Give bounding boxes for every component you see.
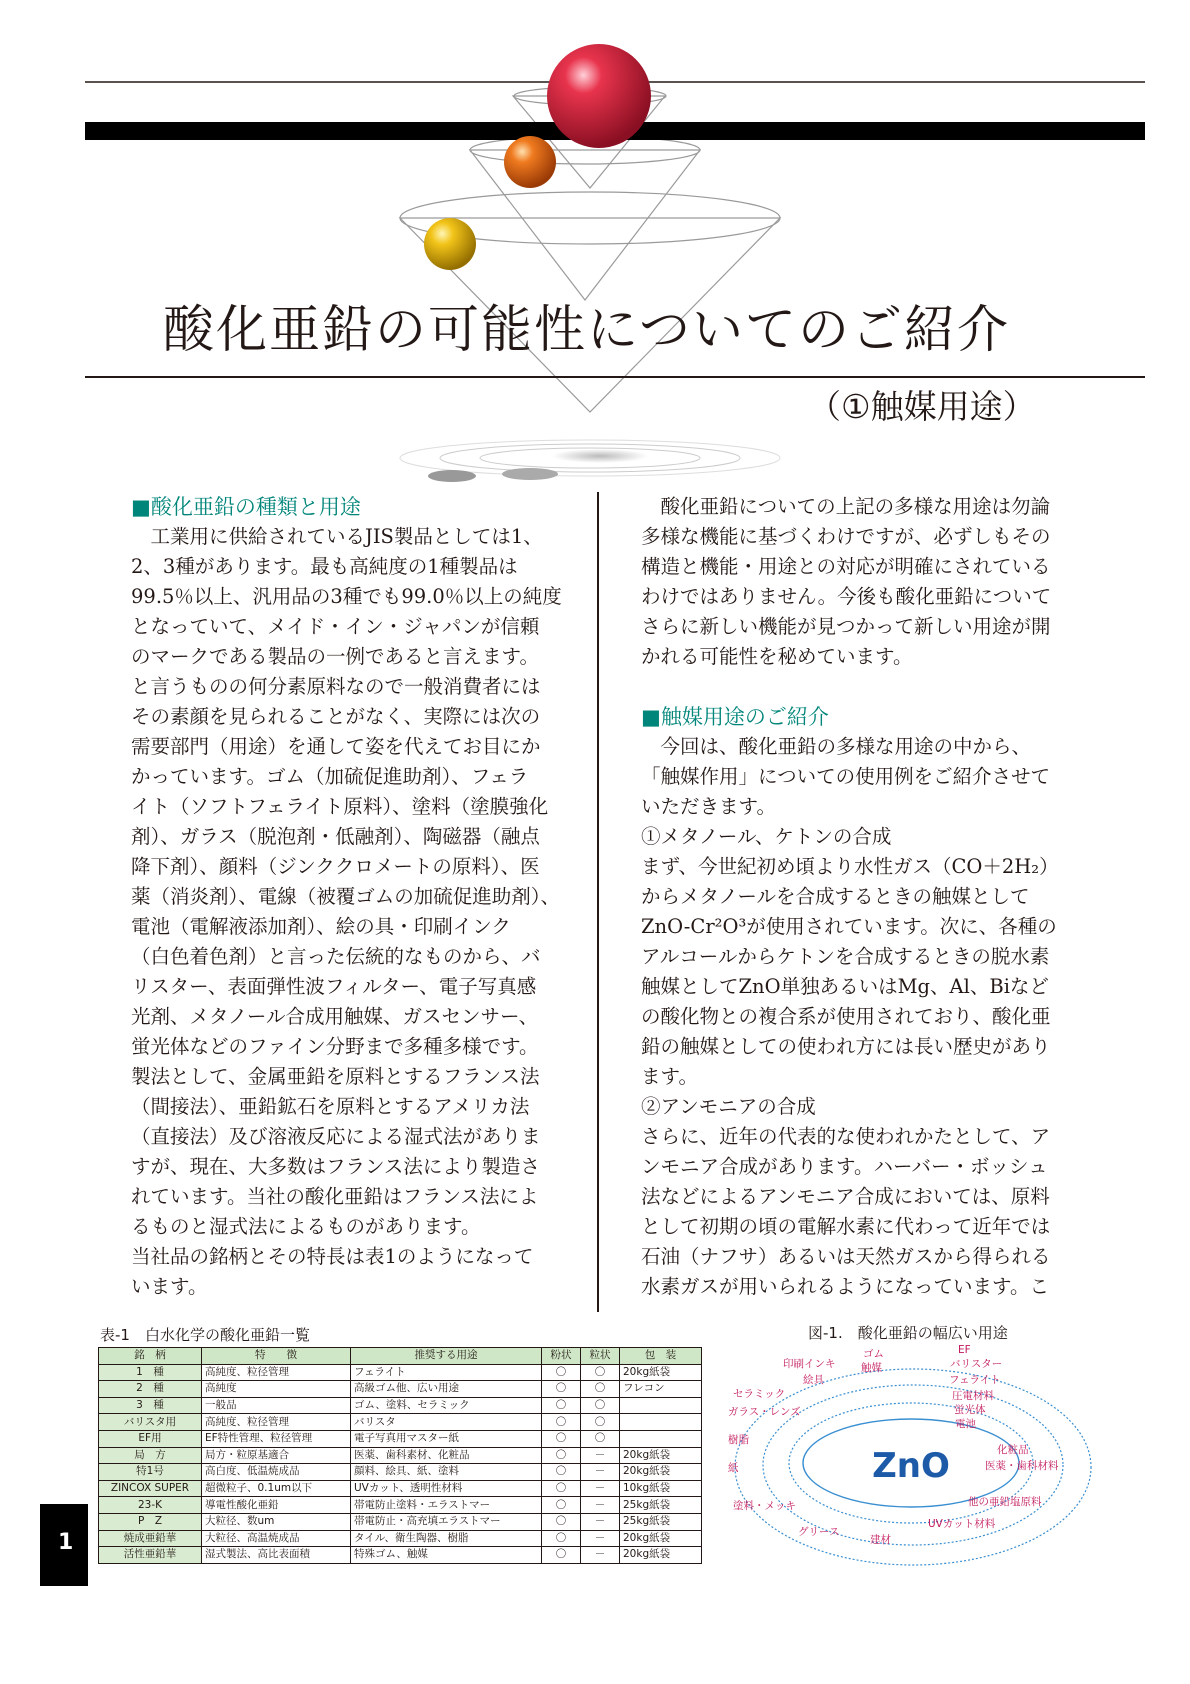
table-cell: 高純度 (202, 1381, 351, 1398)
usage-label: 医薬・歯科材料 (985, 1460, 1059, 1472)
brand-cell: 特1号 (99, 1464, 202, 1481)
table-cell: 〇 (542, 1513, 581, 1530)
usage-label: セラミック (733, 1388, 786, 1400)
brand-cell: 23-K (99, 1497, 202, 1514)
table-row (99, 1497, 702, 1514)
brand-cell: 局 方 (99, 1447, 202, 1464)
table-row (99, 1414, 702, 1431)
table-cell: 20kg紙袋 (620, 1530, 702, 1547)
table-cell: 〇 (542, 1497, 581, 1514)
usage-label: ガラス・レンズ (728, 1406, 801, 1418)
table-cell: 帯電防止・高充填エラストマー (351, 1513, 542, 1530)
table-cell (620, 1397, 702, 1414)
table-cell: 帯電防止塗料・エラストマー (351, 1497, 542, 1514)
page-title: 酸化亜鉛の可能性についてのご紹介 (163, 301, 1010, 360)
text-line: 降下剤）、顔料（ジンククロメートの原料）、医 (131, 855, 540, 878)
text-line: ます。 (641, 1065, 698, 1088)
usage-label: 電池 (955, 1418, 976, 1430)
text-line: として初期の頃の電解水素に代わって近年では (641, 1215, 1051, 1238)
text-line: るものと湿式法によるものがあります。 (131, 1215, 481, 1238)
text-line: の酸化物との複合系が使用されており、酸化亜 (641, 1005, 1051, 1028)
text-line: 酸化亜鉛についての上記の多様な用途は勿論 (641, 495, 1051, 518)
table-body (99, 1364, 702, 1563)
table-cell: － (581, 1480, 620, 1497)
text-line: かれる可能性を秘めています。 (641, 645, 913, 668)
table-cell: 高白度、低温焼成品 (202, 1464, 351, 1481)
spheres (0, 0, 1190, 300)
table-cell: 〇 (542, 1480, 581, 1497)
right-intro (641, 492, 1059, 672)
text-line: います。 (131, 1275, 208, 1298)
table-cell: － (581, 1464, 620, 1481)
table-cell: 〇 (581, 1430, 620, 1447)
table-caption: 表-1 白水化学の酸化亜鉛一覧 (100, 1326, 310, 1344)
table-cell: 高純度、粒径管理 (202, 1414, 351, 1431)
table-cell: 25kg紙袋 (620, 1497, 702, 1514)
table-cell: － (581, 1530, 620, 1547)
table-cell: 高純度、粒径管理 (202, 1364, 351, 1381)
table-cell: タイル、衛生陶器、樹脂 (351, 1530, 542, 1547)
table-cell: フェライト (351, 1364, 542, 1381)
usage-label: 触媒 (861, 1362, 882, 1374)
text-line: 多様な機能に基づくわけですが、必ずしもその (641, 525, 1051, 548)
usage-label: EF (958, 1345, 971, 1356)
table-cell: 大粒径、数um (202, 1513, 351, 1530)
table-cell: 10kg紙袋 (620, 1480, 702, 1497)
table-cell: 20kg紙袋 (620, 1464, 702, 1481)
text-line: アルコールからケトンを合成するときの脱水素 (641, 945, 1050, 968)
table-header: 銘 柄 (99, 1348, 202, 1365)
table-cell: バリスタ (351, 1414, 542, 1431)
table-cell: 20kg紙袋 (620, 1364, 702, 1381)
table-header: 粉状 (542, 1348, 581, 1365)
table-cell: 湿式製法、高比表面積 (202, 1547, 351, 1564)
table-cell: 電子写真用マスター紙 (351, 1430, 542, 1447)
usage-label: 他の亜鉛塩原料 (968, 1496, 1042, 1508)
brand-cell: 2 種 (99, 1381, 202, 1398)
brand-cell: 活性亜鉛華 (99, 1547, 202, 1564)
brand-cell: P Z (99, 1513, 202, 1530)
usage-label: ゴム (863, 1348, 884, 1360)
table-cell: ゴム、塗料、セラミック (351, 1397, 542, 1414)
usage-label: 蛍光体 (954, 1404, 986, 1416)
usage-label: 化粧品 (997, 1444, 1029, 1456)
left-body (131, 522, 562, 1302)
section-heading: ■酸化亜鉛の種類と用途 (131, 495, 361, 519)
text-line: （直接法）及び溶液反応による湿式法がありま (131, 1125, 541, 1148)
table-row (99, 1364, 702, 1381)
text-line: 電池（電解液添加剤）、絵の具・印刷インク (131, 915, 511, 938)
text-line: さらに新しい機能が見つかって新しい用途が開 (641, 615, 1051, 638)
table-cell: 20kg紙袋 (620, 1447, 702, 1464)
table-cell: フレコン (620, 1381, 702, 1398)
text-line: （間接法）、亜鉛鉱石を原料とするアメリカ法 (131, 1095, 530, 1118)
title-rule (85, 376, 1145, 378)
page-subtitle: （①触媒用途） (808, 387, 1036, 426)
table-cell: 25kg紙袋 (620, 1513, 702, 1530)
table-cell: 超微粒子、0.1um以下 (202, 1480, 351, 1497)
text-line: イト（ソフトフェライト原料）、塗料（塗膜強化 (131, 795, 549, 818)
table-row (99, 1530, 702, 1547)
table-row (99, 1464, 702, 1481)
brand-cell: 1 種 (99, 1364, 202, 1381)
table-cell: 〇 (542, 1530, 581, 1547)
usage-label: フェライト (949, 1374, 1001, 1386)
text-line: のマークである製品の一例であると言えます。 (131, 645, 539, 668)
text-line: 今回は、酸化亜鉛の多様な用途の中から、 (641, 735, 1032, 758)
right-body (641, 732, 1059, 1302)
column-divider (597, 492, 599, 1312)
text-line: 「触媒作用」についての使用例をご紹介させて (641, 765, 1051, 788)
table-cell: 〇 (542, 1430, 581, 1447)
usage-label: グリース (798, 1526, 840, 1538)
table-cell: 〇 (581, 1397, 620, 1414)
brand-cell: EF用 (99, 1430, 202, 1447)
table-cell: 〇 (542, 1414, 581, 1431)
brand-cell: バリスタ用 (99, 1414, 202, 1431)
text-line: 剤）、ガラス（脱泡剤・低融剤）、陶磁器（融点 (131, 825, 540, 848)
table-cell: － (581, 1447, 620, 1464)
text-line: 鉛の触媒としての使われ方には長い歴史があり (641, 1035, 1051, 1058)
table-cell: 大粒径、高温焼成品 (202, 1530, 351, 1547)
text-line: れています。当社の酸化亜鉛はフランス法によ (131, 1185, 539, 1208)
table-cell: － (581, 1497, 620, 1514)
table-header: 包 装 (620, 1348, 702, 1365)
usage-label: 塗料・メッキ (733, 1500, 796, 1512)
spacer (641, 672, 1059, 702)
table-cell: UVカット、透明性材料 (351, 1480, 542, 1497)
table-cell: 〇 (542, 1364, 581, 1381)
left-column (131, 492, 562, 1302)
text-line: まず、今世紀初め頃より水性ガス（CO＋2H₂） (641, 855, 1059, 878)
table-cell: － (581, 1547, 620, 1564)
text-line: ①メタノール、ケトンの合成 (641, 825, 892, 848)
table-cell: 20kg紙袋 (620, 1547, 702, 1564)
brand-cell: 3 種 (99, 1397, 202, 1414)
table-cell: 高級ゴム他、広い用途 (351, 1381, 542, 1398)
text-line: わけではありません。今後も酸化亜鉛について (641, 585, 1052, 608)
table-row (99, 1513, 702, 1530)
text-line: 2、3種があります。最も高純度の1種製品は (131, 555, 518, 578)
text-line: かっています。ゴム（加硫促進助剤）、フェラ (131, 765, 529, 788)
text-line: となっていて、メイド・イン・ジャパンが信頼 (131, 615, 540, 638)
right-column (641, 492, 1059, 1302)
table-cell: 医薬、歯科素材、化粧品 (351, 1447, 542, 1464)
text-line: 薬（消炎剤）、電線（被覆ゴムの加硫促進助剤）、 (131, 885, 561, 908)
table-header: 推奨する用途 (351, 1348, 542, 1365)
text-line: からメタノールを合成するときの触媒として (641, 885, 1030, 908)
text-line: 99.5％以上、汎用品の3種でも99.0％以上の純度 (131, 585, 562, 608)
text-line: その素顔を見られることがなく、実際には次の (131, 705, 541, 728)
text-line: 需要部門（用途）を通して姿を代えてお目にか (131, 735, 541, 758)
text-line: 蛍光体などのファイン分野まで多種多様です。 (131, 1035, 539, 1058)
table-row (99, 1480, 702, 1497)
text-line: さらに、近年の代表的な使われかたとして、ア (641, 1125, 1051, 1148)
table-cell: 局方・粒原基適合 (202, 1447, 351, 1464)
text-line: 法などによるアンモニア合成においては、原料 (641, 1185, 1050, 1208)
table-cell (620, 1430, 702, 1447)
text-line: 石油（ナフサ）あるいは天然ガスから得られる (641, 1245, 1051, 1268)
table-row (99, 1397, 702, 1414)
table-cell (620, 1414, 702, 1431)
text-line: いただきます。 (641, 795, 776, 818)
table-cell: 〇 (581, 1381, 620, 1398)
usage-label: UVカット材料 (928, 1518, 996, 1530)
text-line: と言うものの何分素原料なので一般消費者には (131, 675, 541, 698)
table-cell: 〇 (581, 1414, 620, 1431)
text-line: 当社品の銘柄とその特長は表1のようになって (131, 1245, 534, 1268)
text-line: 光剤、メタノール合成用触媒、ガスセンサー、 (131, 1005, 539, 1028)
table-cell: 〇 (542, 1447, 581, 1464)
table-cell: EF特性管理、粒径管理 (202, 1430, 351, 1447)
table-cell: 顔料、絵具、紙、塗料 (351, 1464, 542, 1481)
table-cell: 〇 (542, 1381, 581, 1398)
usage-label: 樹脂 (728, 1434, 749, 1446)
figure-caption: 図-1. 酸化亜鉛の幅広い用途 (808, 1324, 1008, 1342)
brand-cell: ZINCOX SUPER (99, 1480, 202, 1497)
table-cell: － (581, 1513, 620, 1530)
text-line: リスター、表面弾性波フィルター、電子写真感 (131, 975, 537, 998)
table-row (99, 1447, 702, 1464)
table-header-row (99, 1348, 702, 1365)
table-cell: 導電性酸化亜鉛 (202, 1497, 351, 1514)
usage-label: 紙 (728, 1462, 739, 1474)
usage-label: バリスター (950, 1358, 1003, 1370)
table-cell: 〇 (542, 1397, 581, 1414)
table-row (99, 1547, 702, 1564)
table-cell: 〇 (581, 1364, 620, 1381)
usage-label: 印刷インキ (783, 1358, 836, 1370)
table-cell: 一般品 (202, 1397, 351, 1414)
text-line: （白色着色剤）と言った伝統的なものから、バ (131, 945, 541, 968)
page-number: 1 (58, 1530, 74, 1555)
zno-usage-diagram (728, 1345, 1098, 1575)
text-line: ZnO-Cr²O³が使用されています。次に、各種の (641, 915, 1057, 938)
usage-label: 絵具 (803, 1374, 824, 1386)
usage-label: 圧電材料 (952, 1390, 994, 1402)
text-line: ンモニア合成があります。ハーバー・ボッシュ (641, 1155, 1048, 1178)
table-row (99, 1381, 702, 1398)
text-line: 水素ガスが用いられるようになっています。こ (641, 1275, 1049, 1298)
section-heading: ■触媒用途のご紹介 (641, 705, 829, 729)
usage-label: 建材 (870, 1534, 891, 1546)
text-line: すが、現在、大多数はフランス法により製造さ (131, 1155, 540, 1178)
text-line: ②アンモニアの合成 (641, 1095, 816, 1118)
table-cell: 特殊ゴム、触媒 (351, 1547, 542, 1564)
table-header: 粒状 (581, 1348, 620, 1365)
table-row (99, 1430, 702, 1447)
text-line: 製法として、金属亜鉛を原料とするフランス法 (131, 1065, 540, 1088)
text-line: 工業用に供給されているJIS製品としては1、 (131, 525, 543, 548)
table-header: 特 徴 (202, 1348, 351, 1365)
zno-label: ZnO (872, 1446, 950, 1486)
text-line: 触媒としてZnO単独あるいはMg、Al、Biなど (641, 975, 1049, 998)
brand-cell: 焼成亜鉛華 (99, 1530, 202, 1547)
table-cell: 〇 (542, 1547, 581, 1564)
product-table (98, 1347, 702, 1564)
table-cell: 〇 (542, 1464, 581, 1481)
text-line: 構造と機能・用途との対応が明確にされている (641, 555, 1051, 578)
